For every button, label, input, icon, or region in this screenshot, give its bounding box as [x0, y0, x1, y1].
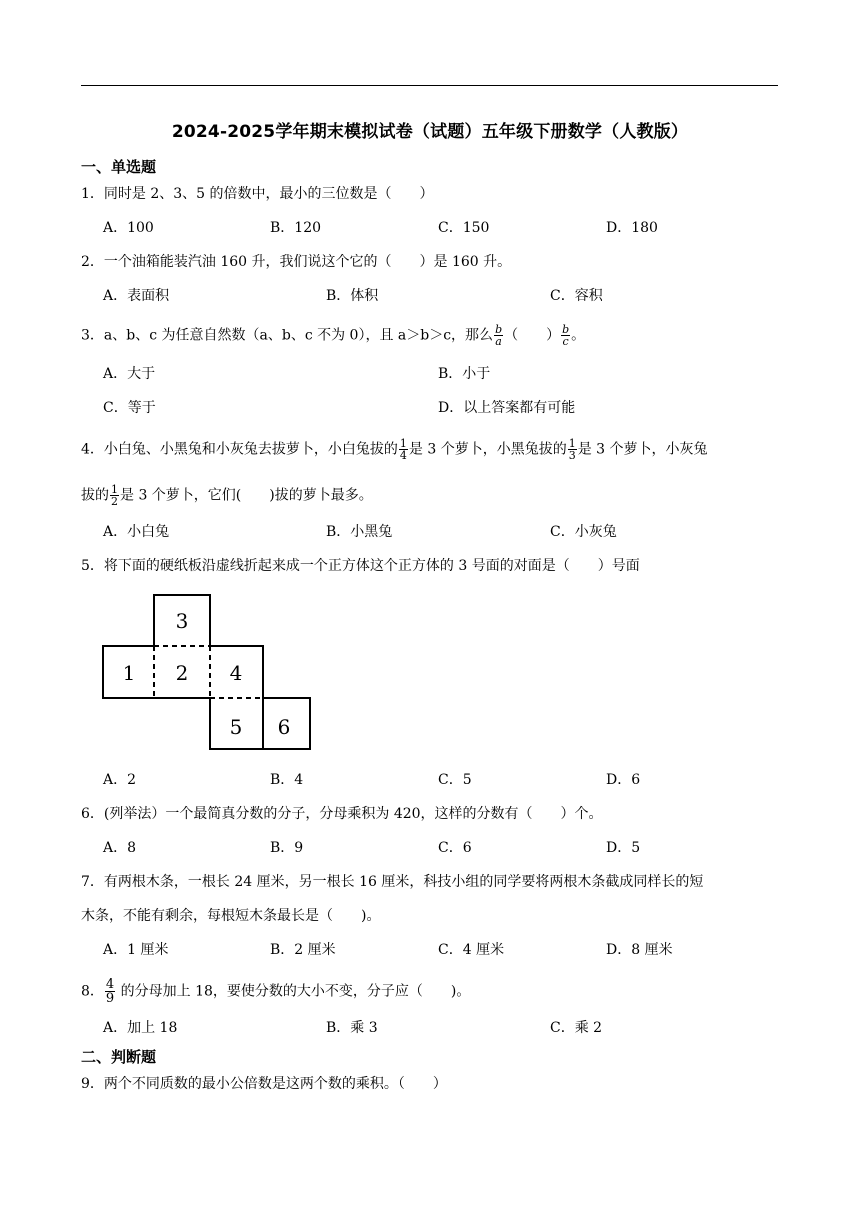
question-4-line-2: 拔的 $\frac{1}{2}$ 是 3 个萝卜，它们( )拔的萝卜最多。 [81, 483, 373, 508]
question-1: 1．同时是 2、3、5 的倍数中，最小的三位数是（ ） [81, 186, 434, 202]
q6-option-a[interactable]: A．8 [103, 840, 137, 856]
q3-option-b[interactable]: B．小于 [438, 366, 491, 382]
q5-option-a[interactable]: A．2 [103, 772, 137, 788]
q4-fraction-one-half: $\frac{1}{2}$ [111, 483, 118, 508]
q8-option-c[interactable]: C．乘 2 [550, 1020, 603, 1036]
cube-net-diagram [102, 594, 314, 752]
question-9: 9．两个不同质数的最小公倍数是这两个数的乘积。（ ） [81, 1076, 447, 1092]
q6-option-c[interactable]: C．6 [438, 840, 472, 856]
q3-text-pre: 3．a、b、c 为任意自然数（a、b、c 不为 0），且 a＞b＞c，那么 [81, 327, 494, 344]
q1-option-c[interactable]: C．150 [438, 220, 490, 236]
cube-face-label-1: 1 [122, 661, 136, 685]
q3-fraction-b-over-a: $\frac{b}{a}$ [495, 323, 503, 348]
q6-option-d[interactable]: D．5 [606, 840, 641, 856]
q8-fraction-four-ninths: $\frac{4}{9}$ [105, 977, 115, 1006]
question-5: 5．将下面的硬纸板沿虚线折起来成一个正方体这个正方体的 3 号面的对面是（ ）号面 [81, 558, 640, 574]
q4-option-b[interactable]: B．小黑兔 [326, 524, 393, 540]
q7-option-a[interactable]: A．1 厘米 [103, 942, 169, 958]
q1-option-a[interactable]: A．100 [103, 220, 154, 236]
question-4-line-1: 4．小白兔、小黑兔和小灰兔去拔萝卜，小白兔拔的 $\frac{1}{4}$ 是 3 个萝卜，小黑兔拔的 $\frac{1}{3}$ 是 3 个萝卜，小灰兔 [81, 437, 708, 462]
q4-option-a[interactable]: A．小白兔 [103, 524, 170, 540]
q2-option-b[interactable]: B．体积 [326, 288, 379, 304]
cube-face-label-6: 6 [277, 715, 291, 739]
cube-face-label-5: 5 [229, 715, 243, 739]
question-8: 8． $\frac{4}{9}$ 的分母加上 18，要使分数的大小不变，分子应（ )。 [81, 977, 471, 1006]
q3-text-mid: （ ） [504, 327, 561, 344]
q3-fraction-b-over-c: $\frac{b}{c}$ [562, 323, 570, 348]
q3-option-a[interactable]: A．大于 [103, 366, 156, 382]
q8-option-b[interactable]: B．乘 3 [326, 1020, 378, 1036]
q1-option-d[interactable]: D．180 [606, 220, 658, 236]
q6-option-b[interactable]: B．9 [270, 840, 304, 856]
header-rule [81, 85, 778, 86]
q5-option-b[interactable]: B．4 [270, 772, 304, 788]
question-7-line-2: 木条，不能有剩余，每根短木条最长是（ )。 [81, 908, 381, 924]
q5-option-c[interactable]: C．5 [438, 772, 472, 788]
q3-text-post: 。 [571, 327, 586, 344]
cube-face-label-2: 2 [175, 661, 189, 685]
question-7-line-1: 7．有两根木条，一根长 24 厘米，另一根长 16 厘米，科技小组的同学要将两根木条截成同样长的短 [81, 874, 704, 890]
section-heading-true-false: 二、判断题 [81, 1048, 157, 1066]
q4-option-c[interactable]: C．小灰兔 [550, 524, 617, 540]
q3-option-c[interactable]: C．等于 [103, 400, 156, 416]
q4-fraction-one-third: $\frac{1}{3}$ [568, 437, 576, 462]
section-heading-single-choice: 一、单选题 [81, 158, 157, 176]
q3-option-d[interactable]: D．以上答案都有可能 [438, 400, 576, 416]
q8-option-a[interactable]: A．加上 18 [103, 1020, 178, 1036]
page-title: 2024-2025学年期末模拟试卷（试题）五年级下册数学（人教版） [171, 122, 689, 142]
q2-option-c[interactable]: C．容积 [550, 288, 603, 304]
q1-option-b[interactable]: B．120 [270, 220, 322, 236]
q7-option-b[interactable]: B．2 厘米 [270, 942, 336, 958]
question-6: 6．(列举法）一个最简真分数的分子，分母乘积为 420，这样的分数有（ ）个。 [81, 806, 603, 822]
q4-fraction-one-quarter: $\frac{1}{4}$ [399, 437, 407, 462]
question-2: 2．一个油箱能装汽油 160 升，我们说这个它的（ ）是 160 升。 [81, 254, 512, 270]
question-3 [81, 324, 585, 347]
cube-face-label-4: 4 [229, 661, 243, 685]
q2-option-a[interactable]: A．表面积 [103, 288, 170, 304]
q5-option-d[interactable]: D．6 [606, 772, 641, 788]
q7-option-d[interactable]: D．8 厘米 [606, 942, 673, 958]
q7-option-c[interactable]: C．4 厘米 [438, 942, 505, 958]
cube-face-label-3: 3 [175, 609, 189, 633]
